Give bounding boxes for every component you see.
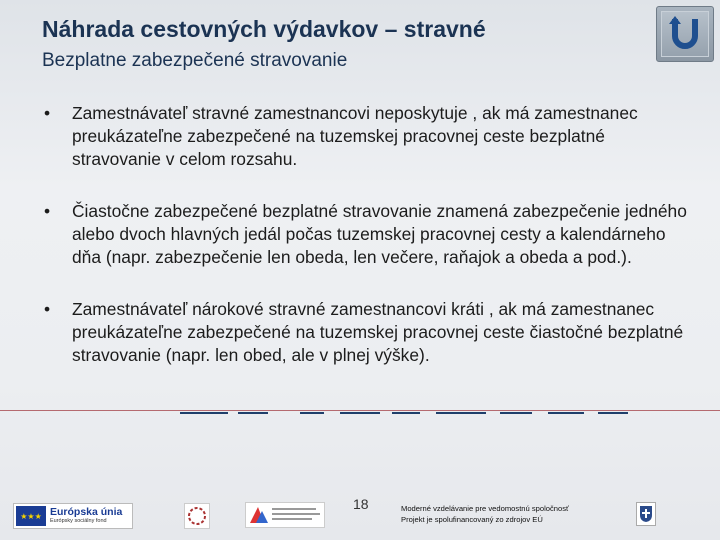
u-turn-back-arrow-icon xyxy=(667,14,703,55)
divider-dash xyxy=(598,412,628,414)
divider-dash xyxy=(340,412,380,414)
footer xyxy=(0,488,720,540)
footer-text xyxy=(401,503,569,525)
bullet-text: Zamestnávateľ nárokové stravné zamestnancovi kráti , ak má zamestnanec preukázateľne zabezpečené na tuzemskej pracovnej ceste čiastočné bezplatné stravovanie (napr. len obed, ale v plnej výške). xyxy=(72,299,684,365)
agency-logo xyxy=(245,502,325,528)
divider-dash xyxy=(436,412,486,414)
footer-text-line1: Moderné vzdelávanie pre vedomostnú spoločnosť xyxy=(401,504,569,513)
ministry-logo xyxy=(184,503,210,529)
eu-logo-title: Európska únia xyxy=(50,506,123,518)
eu-logo-subtitle: Európsky sociálny fond xyxy=(50,518,107,524)
eu-logo xyxy=(13,503,133,529)
bullet-text: Zamestnávateľ stravné zamestnancovi neposkytuje , ak má zamestnanec preukázateľne zabezpečené na tuzemskej pracovnej ceste bezplatné stravovanie v celom rozsahu. xyxy=(72,103,638,169)
divider-dash xyxy=(392,412,420,414)
bullet-dot: • xyxy=(44,201,51,221)
divider-dash xyxy=(300,412,324,414)
divider-dash xyxy=(180,412,228,414)
bullet-dot: • xyxy=(44,299,51,319)
slide-title: Náhrada cestovných výdavkov – stravné xyxy=(42,16,486,42)
back-button[interactable] xyxy=(656,6,714,62)
divider-dash xyxy=(238,412,268,414)
bullet-list xyxy=(44,102,694,396)
footer-text-line2: Projekt je spolufinancovaný zo zdrojov EÚ xyxy=(401,515,543,524)
divider-dash xyxy=(500,412,532,414)
bullet-dot: • xyxy=(44,103,51,123)
bullet-text: Čiastočne zabezpečené bezplatné stravovanie znamená zabezpečenie jedného alebo dvoch hlavných jedál počas tuzemskej pracovnej cesty a kalendárneho dňa (napr. zabezpečenie len obeda, len večere, raňajok a obeda a pod.). xyxy=(72,201,687,267)
bullet-item xyxy=(44,200,694,269)
divider-line xyxy=(0,410,720,411)
eu-flag-icon: ★★★ xyxy=(16,506,46,526)
slide-subtitle: Bezplatne zabezpečené stravovanie xyxy=(42,50,348,71)
page-number: 18 xyxy=(353,496,369,512)
crest-logo xyxy=(636,502,656,526)
bullet-item xyxy=(44,298,694,367)
divider-dash xyxy=(548,412,584,414)
bullet-item xyxy=(44,102,694,171)
